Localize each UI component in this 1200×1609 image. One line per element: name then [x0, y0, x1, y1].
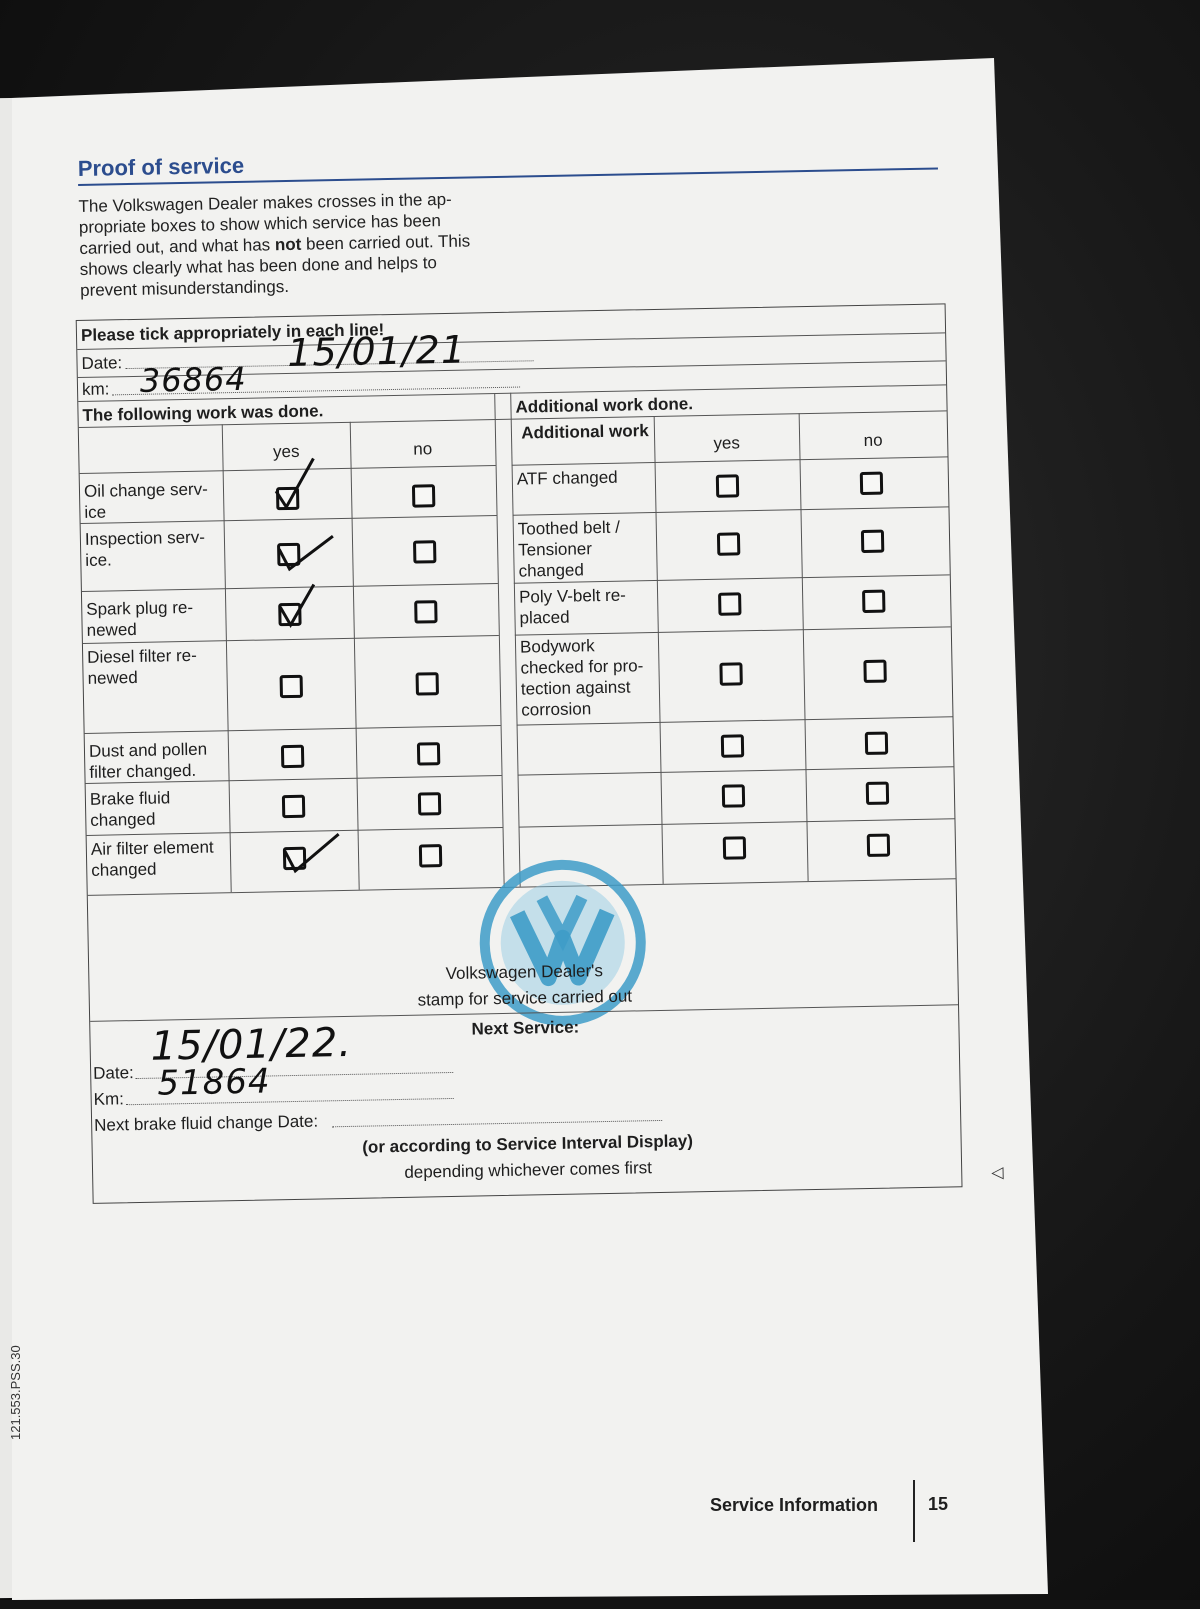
next-service-km-handwriting: 51864	[156, 1061, 271, 1104]
divider	[799, 413, 809, 881]
divider	[654, 416, 664, 884]
intro-text-bold: not	[274, 234, 302, 255]
divider	[350, 422, 360, 890]
oil-change-no-checkbox[interactable]	[412, 484, 435, 507]
divider	[519, 818, 955, 827]
service-km-handwriting: 36864	[139, 359, 248, 400]
diesel-filter-yes-checkbox[interactable]	[280, 675, 303, 698]
bodywork-no-checkbox[interactable]	[863, 660, 886, 683]
bodywork-yes-checkbox[interactable]	[719, 662, 742, 685]
toothed-belt-yes-checkbox[interactable]	[717, 532, 740, 555]
row-label-diesel-filter: Diesel filter re-newed	[87, 645, 197, 688]
atf-no-checkbox[interactable]	[860, 472, 883, 495]
extra-row-3-yes-checkbox[interactable]	[723, 836, 746, 859]
row-label-brake-fluid: Brake fluid changed	[89, 788, 171, 830]
divider	[512, 456, 948, 465]
poly-belt-yes-checkbox[interactable]	[718, 592, 741, 615]
intro-paragraph	[78, 188, 490, 301]
continue-arrow-icon: ◁	[991, 1164, 1004, 1182]
divider	[518, 766, 954, 775]
stamp-caption-line-2: stamp for service carried out	[417, 986, 633, 1010]
row-label-atf: ATF changed	[516, 467, 618, 489]
page-number: 15	[928, 1494, 949, 1514]
brake-fluid-no-checkbox[interactable]	[418, 792, 441, 815]
divider	[85, 725, 501, 734]
divider	[494, 393, 504, 887]
brake-fluid-date-label: Next brake fluid change Date:	[93, 1111, 319, 1135]
atf-yes-checkbox[interactable]	[716, 474, 739, 497]
next-service-label: Next Service:	[471, 1017, 580, 1039]
row-label-bodywork: Bodywork checked for pro-tection against corrosion	[519, 636, 644, 720]
right-no-header: no	[863, 430, 883, 450]
intro-text-1: The Volkswagen Dealer makes crosses in the ap-propriate boxes to show which service has been carried out, and what has	[78, 189, 452, 258]
air-filter-no-checkbox[interactable]	[419, 844, 442, 867]
brake-fluid-dotted-line	[332, 1120, 662, 1127]
page-heading: Proof of service	[77, 152, 245, 181]
inspection-tick-mark	[271, 526, 342, 577]
row-label-oil-change: Oil change serv-ice	[83, 479, 208, 522]
whichever-note: depending whichever comes first	[404, 1158, 653, 1182]
poly-belt-no-checkbox[interactable]	[862, 590, 885, 613]
next-service-date-handwriting: 15/01/22.	[150, 1019, 353, 1070]
service-date-handwriting: 15/01/21	[286, 327, 467, 375]
left-no-header: no	[413, 439, 433, 459]
row-label-pollen-filter: Dust and pollen filter changed.	[88, 739, 208, 782]
additional-work-header: Additional work done.	[515, 394, 694, 417]
extra-row-2-yes-checkbox[interactable]	[722, 784, 745, 807]
inspection-no-checkbox[interactable]	[413, 540, 436, 563]
additional-work-col-header: Additional work	[521, 421, 649, 443]
toothed-belt-no-checkbox[interactable]	[861, 530, 884, 553]
interval-note: (or according to Service Interval Display)	[362, 1131, 694, 1157]
row-label-poly-belt: Poly V-belt re-placed	[518, 585, 627, 628]
instruction-text: Please tick appropriately in each line!	[80, 320, 385, 345]
next-km-label: Km:	[93, 1089, 125, 1109]
km-label: km:	[81, 379, 110, 399]
brake-fluid-yes-checkbox[interactable]	[282, 795, 305, 818]
spark-plug-tick-mark	[272, 578, 333, 639]
footer-divider	[913, 1480, 915, 1542]
extra-row-1-yes-checkbox[interactable]	[721, 734, 744, 757]
diesel-filter-no-checkbox[interactable]	[416, 672, 439, 695]
stamp-caption-line-1: Volkswagen Dealer's	[445, 961, 604, 984]
intro-text-2: been carried out. This shows clearly what has been done and helps to prevent misunderstandings.	[79, 231, 471, 300]
row-label-toothed-belt: Toothed belt / Tensioner changed	[517, 517, 621, 581]
row-label-spark-plug: Spark plug re-newed	[86, 597, 194, 640]
document-code: 121.553.PSS.30	[8, 1345, 23, 1440]
row-label-air-filter: Air filter element changed	[90, 837, 214, 880]
footer-section-label: Service Information	[710, 1495, 879, 1515]
work-done-header: The following work was done.	[82, 401, 324, 425]
row-label-inspection: Inspection serv-ice.	[84, 527, 206, 570]
extra-row-2-no-checkbox[interactable]	[866, 782, 889, 805]
spark-plug-no-checkbox[interactable]	[414, 600, 437, 623]
divider	[515, 626, 951, 635]
divider	[513, 506, 949, 515]
next-date-label: Date:	[92, 1063, 134, 1083]
service-form	[76, 303, 963, 1204]
left-yes-header: yes	[272, 441, 300, 462]
right-yes-header: yes	[713, 433, 741, 453]
oil-change-tick-mark	[269, 454, 330, 515]
air-filter-tick-mark	[276, 826, 347, 877]
extra-row-1-no-checkbox[interactable]	[865, 732, 888, 755]
extra-row-3-no-checkbox[interactable]	[867, 834, 890, 857]
pollen-filter-no-checkbox[interactable]	[417, 742, 440, 765]
date-label: Date:	[81, 353, 123, 373]
pollen-filter-yes-checkbox[interactable]	[281, 745, 304, 768]
